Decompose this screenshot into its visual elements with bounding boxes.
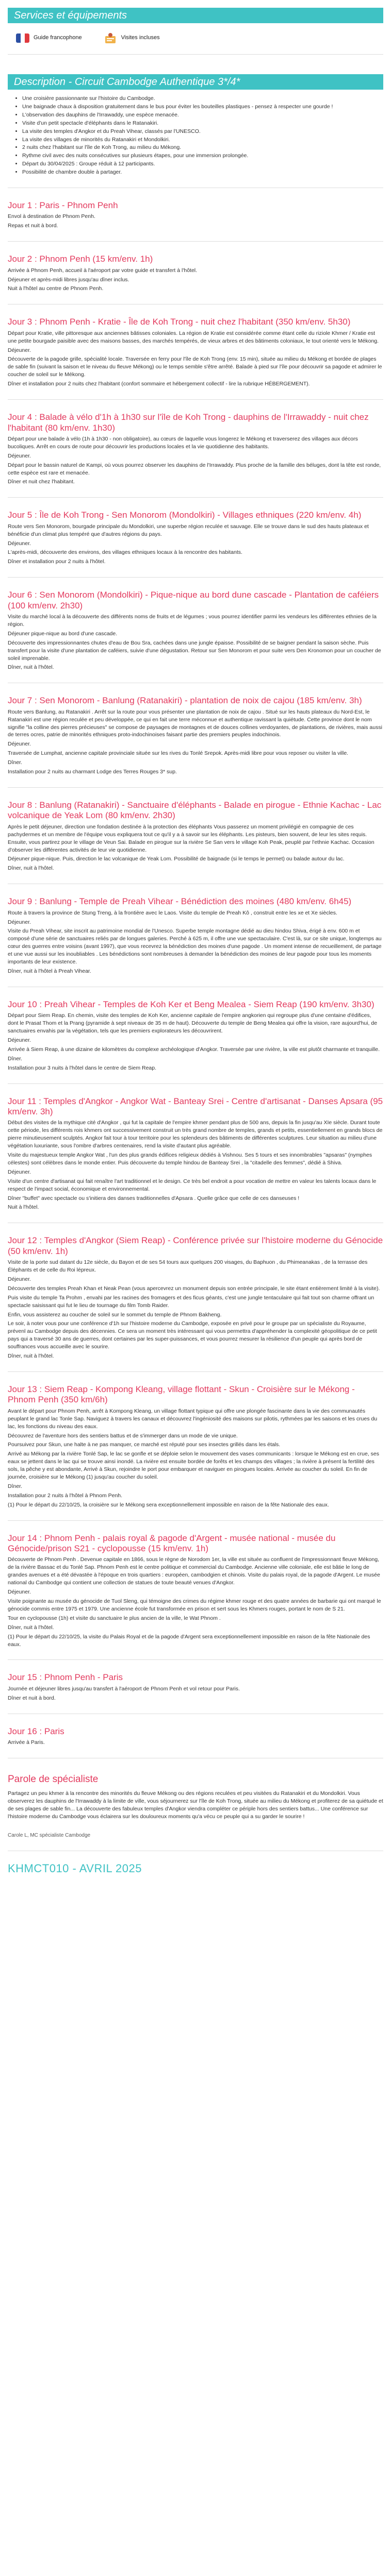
day-paragraph: Visite du majestueux temple Angkor Wat , l'un des plus grands édifices religieux dédiés à Vishnou. Ses 5 tours et ses innombrables "apsaras" (nymphes célestes) sont célèbres dans le monde entier. Puis découverte du temple hindou de Banteay Srei , la "citadelle des femmes", dédié à Shiva. [8,1152,372,1166]
day-block [8,317,383,388]
day-text [8,330,383,388]
divider [8,1371,383,1372]
day-paragraph: Départ pour Kratie, ville pittoresque aux anciennes bâtisses coloniales. La région de Kratie est considérée comme étant celle du riziole Khmer / Kratie est une petite bourgade paisible avec des maisons basses, des marchés tempérés, de vieux arbres et des bâtiments coloniaux, le tout orienté vers le Mékong. [8,330,379,344]
day-paragraph: Dîner. [8,759,23,766]
day-paragraph: Dîner. [8,1055,23,1062]
day-title: Jour 13 : Siem Reap - Kompong Kleang, village flottant - Skun - Croisière sur le Mékong - Phnom Penh (350 km/6h) [8,1384,355,1405]
day-title: Jour 15 : Phnom Penh - Paris [8,1672,123,1683]
day-paragraph: Départ pour le bassin naturel de Kampi, où vous pourrez observer les dauphins de l'Irrawaddy. Plus proche de la famille des béluges, dont la tête est ronde, cette espèce est rare et menacée. [8,462,381,476]
parole-text [8,1790,383,1821]
day-title: Jour 7 : Sen Monorom - Banlung (Ratanakiri) - plantation de noix de cajou (185 km/env. 3h) [8,696,362,706]
services-title: Services et équipements [8,8,383,23]
day-paragraph: Déjeuner. [8,1168,31,1175]
page [8,0,383,1887]
day-block [8,1533,383,1649]
footer-code: KHMCT010 - AVRIL 2025 [8,1861,142,1875]
day-paragraph: Déjeuner et après-midi libres jusqu'au dîner inclus. [8,276,129,283]
day-block [8,510,383,566]
services-list [8,23,383,55]
day-paragraph: Route à travers la province de Stung Treng, à la frontière avec le Laos. Visite du temple de Preah Kô , construit entre les xe et Xe siècles. [8,909,337,916]
bullet-item: • Possibilité de chambre double à partager. [22,168,383,176]
day-paragraph: L'après-midi, découverte des environs, des villages ethniques locaux à la rencontre des habitants. [8,549,242,556]
day-paragraph: Route vers Banlung, au Ratanakiri . Arrêt sur la route pour vous présenter une plantation de noix de cajou . Situé sur les hauts plateaux du Nord-Est, le Ratanakiri est une région reculée et peu développée, ce qui en fait une terre méconnue et authentique ravissant la quiétude. Cette province dont le nom signifie "la colline des pierres précieuses" se compose de paysages de montagnes et de douces collines verdoyantes, de plantations, de rivières, mais aussi de terres ocres, patrie de minorités ethniques proto-indochinoises faisant partie des premiers peuples indochinois. [8,708,382,738]
parole-signature: Carole L, MC spécialiste Cambodge [8,1832,91,1838]
day-text [8,267,383,293]
day-text [8,823,383,872]
day-paragraph: Déjeuner. [8,741,31,748]
day-paragraph: Arrivé au Mékong par la rivière Tonlé Sap, le lac se gonfle et se déploie selon le mouvement des vases communicants : lorsque le Mékong est en crue, ses eaux se jettent dans le lac qui se trouve ainsi inondé. La rivière est ensuite bordée de forêts et les champs des villages ; la rivière à présent la fertilité des sols, la pêche y est abondante, Arrivé à Skun, rejoindre le port pour embarquer et naviguer en pirogues locales. Arrivée au coucher du soleil. En fin de journée, croisière sur le Mékong (1) jusqu'au coucher du soleil. [8,1451,380,1481]
day-paragraph: Visite du marché local à la découverte des différents noms de fruits et de légumes ; vous pourrez identifier parmi les vendeurs les différentes ethnies de la région. [8,614,377,628]
day-paragraph: Dîner et installation pour 2 nuits à l'hôtel. [8,558,106,565]
service-label: Visites incluses [121,35,160,41]
day-paragraph: Dîner et installation pour 2 nuits chez l'habitant (confort sommaire et hébergement collectif - lire la rubrique HÉBERGEMENT). [8,381,310,387]
day-paragraph: Journée et déjeuner libres jusqu'au transfert à l'aéroport de Phnom Penh et vol retour pour Paris. [8,1685,240,1692]
divider [8,241,383,242]
day-paragraph: Installation pour 2 nuits à l'hôtel à Phnom Penh. [8,1492,123,1499]
day-paragraph: Visite poignante au musée du génocide de Tuol Sleng, qui témoigne des crimes du régime khmer rouge et des quatre années de barbarie qui ont marqué le génocide commis entre 1975 et 1979. Une ancienne école fut transformée en prison et sert sous les Khmers rouges, portant le nom de S 21. [8,1598,381,1612]
day-paragraph: Découverte de Phnom Penh . Devenue capitale en 1866, sous le règne de Norodom 1er, la ville est située au confluent de l'impressionnant fleuve Mékong, de la rivière Bassac et du Tonlé Sap. Phnom Penh est le centre politique et commercial du Cambodge. Ancienne ville coloniale, elle est bâtie le long de grandes avenues et a été dévastée à l'époque en trois quartiers : européen, cambodgien et chinois. Visite du palais royal, de la pagode d'Argent. Le musée national du Cambodge qui contient une collection de statues de toute beauté venues d'Angkor. [8,1556,380,1586]
day-paragraph: Repas et nuit à bord. [8,223,58,229]
day-paragraph: Départ pour Siem Reap. En chemin, visite des temples de Koh Ker, ancienne capitale de l'empire angkorien qui regroupe plus d'une centaine d'édifices, dont le Prasat Thom et la Prang (pyramide à sept niveaux de 35 m de haut). Découverte du temple de Beng Mealea qui offre la vision, rare aujourd'hui, de sanctuaires envahis par la végétation, tels que les premiers explorateurs les découvrirent. [8,1012,378,1035]
day-paragraph: (1) Pour le départ du 22/10/25, la visite du Palais Royal et de la pagode d'Argent sera exceptionnellement impossible en raison de la fête Nationale des eaux. [8,1633,370,1648]
parole-title: Parole de spécialiste [8,1773,99,1785]
day-block [8,412,383,486]
day-text [8,1012,383,1072]
service-guide [16,33,82,43]
divider [8,577,383,578]
day-block [8,999,383,1072]
bullet-item: • La visite des temples d'Angkor et du Preah Vihear, classés par l'UNESCO. [22,128,383,135]
day-paragraph: Tour en cyclopousse (1h) et visite du sanctuaire le plus ancien de la ville, le Wat Phnom . [8,1615,221,1621]
day-block [8,696,383,776]
day-paragraph: Enfin, vous assisterez au coucher de soleil sur le sommet du temple de Phnom Bakheng. [8,1311,222,1318]
day-paragraph: Déjeuner. [8,1276,31,1282]
day-title: Jour 1 : Paris - Phnom Penh [8,200,118,211]
day-title: Jour 5 : Île de Koh Trong - Sen Monorom (Mondolkiri) - Villages ethniques (220 km/env. 4h) [8,510,362,520]
divider [8,497,383,498]
day-text [8,909,383,975]
day-paragraph: Nuit à l'hôtel au centre de Phnom Penh. [8,285,104,292]
day-paragraph: Visite de la porte sud datant du 12e siècle, du Bayon et de ses 54 tours aux quelques 200 visages, du Baphuon , du Phimeanakas , de la terrasse des Éléphants et de celle du Roi lépreux. [8,1259,368,1274]
day-text [8,435,383,486]
day-text [8,1556,383,1648]
day-paragraph: Dîner, nuit à l'hôtel à Preah Vihear. [8,968,91,974]
divider [8,1659,383,1660]
day-block [8,1726,383,1747]
day-paragraph: Arrivée à Paris. [8,1739,45,1746]
day-paragraph: Départ pour une balade à vélo (1h à 1h30 - non obligatoire), au cœurs de laquelle vous longerez le Mékong et traverserez des villages aux décors bucoliques. Arrêt en cours de route pour découvrir les productions locales et la vie quotidienne des habitants. [8,435,358,450]
day-paragraph: Traversée de Lumphat, ancienne capitale provinciale située sur les rives du Tonlé Srepok. Après-midi libre pour vous reposer ou visiter la ville. [8,750,349,757]
day-paragraph: Visite d'un centre d'artisanat qui fait renaître l'art traditionnel et le design. Ce très bel endroit a pour vocation de mettre en valeur les talents locaux dans le respect de l'impact social, économique et environnemental. [8,1178,377,1192]
ticket-person-icon [104,31,117,45]
itinerary [8,188,383,1747]
day-title: Jour 6 : Sen Monorom (Mondolkiri) - Pique-nique au bord dune cascade - Plantation de caféiers (100 km/env. 2h30) [8,590,379,611]
day-paragraph: (1) Pour le départ du 22/10/25, la croisière sur le Mékong sera exceptionnellement impossible en raison de la fête Nationale des eaux. [8,1501,329,1508]
day-text [8,1685,383,1702]
day-paragraph: Découverte des impressionnantes chutes d'eau de Bou Sra, cachées dans une jungle épaisse. Possibilité de se baigner pendant la saison sèche. Puis transfert pour la visite d'une plantation de caféiers, suivie d'une dégustation. Retour sur Sen Monorom et pour suite vers Den Kronomon pour un coucher de soleil imprenable. [8,639,381,662]
bullet-item: • Une baignade chaux à disposition gratuitement dans le bus pour éviter les bouteilles plastiques - pensez à respecter une gourde ! [22,103,383,111]
flag-france-icon [16,33,29,43]
day-paragraph: Dîner. [8,1483,23,1489]
bullet-item: • L'observation des dauphins de l'Irrawaddy, une espèce menacée. [22,111,383,119]
day-paragraph: Dîner et nuit chez l'habitant. [8,479,75,485]
parole-paragraph: Partagez un peu khmer à la rencontre des minorités du fleuve Mékong ou des régions reculées et peu visitées du Ratanakiri et du Mondolkiri. Vous observerez les dauphins de l'Irrawaddy à la limite de ville, vous séjournerez sur l'île de Koh Trong, située au milieu du Mékong et profiterez de sa quiétude et de ses plages de sable fin... La découverte des fabuleux temples d'Angkor viendra compléter ce périple hors des sentiers battus... Une conférence sur l'histoire moderne du Cambodge vous éclairera sur les douloureux moments qu'a vécu ce peuple qui a su garder le sourire ! [8,1790,383,1820]
day-block [8,1235,383,1360]
day-paragraph: Visite du Preah Vihear, site inscrit au patrimoine mondial de l'Unesco. Superbe temple montagne dédié au dieu hindou Shiva, érigé à env. 600 m et composé d'une série de sanctuaires reliés par de longues galeries. Perché à 625 m, il offre une vue spectaculaire. C'est là, sur ce site unique, longtemps au cœur des guerres entre voisins (avant 1997), que vous recevrez la bénédiction des moines d'une pagode . Un moment intense de recueillement, de partage et une vue aussi sur les inoubliables . Les bénédictions sont nombreuses à demander la bénédiction des moines de leur pagode pour tous les moments importants de leur existence. [8,928,382,965]
day-text [8,1408,383,1509]
day-paragraph: Déjeuner pique-nique au bord d'une cascade. [8,630,118,637]
service-label: Guide francophone [34,35,82,41]
day-title: Jour 8 : Banlung (Ratanakiri) - Sanctuaire d'éléphants - Balade en pirogue - Ethnie Kachac - Lac volcanique de Yeak Lom (80 km/env. 2h30) [8,800,382,821]
day-paragraph: Dîner, nuit à l'hôtel. [8,1353,54,1360]
day-block [8,1672,383,1702]
bullet-item: • Rythme civil avec des nuits consécutives sur plusieurs étapes, pour une immersion prolongée. [22,152,383,160]
divider [8,787,383,788]
day-text [8,613,383,671]
day-block [8,590,383,671]
day-title: Jour 2 : Phnom Penh (15 km/env. 1h) [8,254,153,264]
day-paragraph: Nuit à l'hôtel. [8,1204,39,1211]
day-text [8,1739,383,1747]
description-bullets [8,95,383,176]
day-paragraph: Déjeuner. [8,919,31,925]
day-paragraph: Puis visite du temple Ta Prohm , envahi par les racines des fromagers et des ficus géants, c'est une jungle tentaculaire qui fait tout son charme offrant un spectacle saisissant qui fut le lieu de tournage du film Tomb Raider. [8,1294,374,1309]
day-paragraph: Arrivée à Siem Reap, à une dizaine de kilomètres du complexe archéologique d'Angkor. Traversée par une rivière, la ville est plutôt charmante et tranquille. [8,1046,380,1053]
day-paragraph: Découverte de la pagode grille, spécialité locale. Traversée en ferry pour l'île de Koh Trong (env. 15 min), située au milieu du Mékong et bordée de plages de sable fin (suivant la saison et le niveau du fleuve Mékong) ou le temps semble s'être arrêté. Balade à pied sur l'île pour découvrir sa pagode et admirer le coucher de soleil sur le Mékong. [8,356,382,378]
day-title: Jour 12 : Temples d'Angkor (Siem Reap) - Conférence privée sur l'histoire moderne du Génocide (50 km/env. 1h) [8,1235,383,1256]
day-paragraph: Déjeuner. [8,1589,31,1596]
day-paragraph: Arrivée à Phnom Penh, accueil à l'aéroport par votre guide et transfert à l'hôtel. [8,267,198,274]
day-paragraph: Poursuivez pour Skun, une halte à ne pas manquer, ce marché est réputé pour ses insectes grillés dans les étals. [8,1442,281,1448]
bullet-item: • Départ du 30/04/2025 : Groupe réduit à 12 participants. [22,160,383,168]
bullet-item: • Une croisière passionnante sur l'histoire du Cambodge. [22,95,383,103]
day-block [8,200,383,230]
day-paragraph: Découvrez de l'aventure hors des sentiers battus et de s'immerger dans un mode de vie unique. [8,1432,238,1439]
bullet-item: • La visite des villages de minorités du Ratanakiri et Mondolkiri. [22,136,383,144]
day-paragraph: Dîner, nuit à l'hôtel. [8,865,54,872]
day-paragraph: Installation pour 2 nuits au charmant Lodge des Terres Rouges 3* sup. [8,769,177,775]
day-paragraph: Début des visites de la mythique cité d'Angkor , qui fut la capitale de l'empire khmer pendant plus de 500 ans, depuis la fin jusqu'au XIe siècle. Durant toute cette période, les différents rois khmers ont successivement construit un très grand nombre de temples, grands et petits, essentiellement en grands blocs de pierre minutieusement sculptés. Angkor fait tour à tour territoire pour les splendeurs des bâtiments de différentes sculptures. Leur situation au milieu d'une végétation luxuriante, sous l'ombre d'arbres centenaires, rend la visite d'autant plus agréable. [8,1120,383,1149]
day-paragraph: Route vers Sen Monorom, bourgade principale du Mondolkiri, une superbe région reculée et sauvage. Elle se trouve dans le sud des hauts plateaux et bénéficie d'un climat plus tempéré que d'autres régions du pays. [8,523,369,537]
day-paragraph: Envol à destination de Phnom Penh. [8,213,95,220]
bullet-item: • Visite d'un petit spectacle d'éléphants dans le Ratanakiri. [22,120,383,127]
day-paragraph: Installation pour 3 nuits à l'hôtel dans le centre de Siem Reap. [8,1064,157,1071]
day-paragraph: Déjeuner. [8,347,31,353]
day-block [8,254,383,293]
day-paragraph: Déjeuner. [8,1037,31,1043]
day-paragraph: Déjeuner. [8,540,31,547]
day-block [8,896,383,975]
day-paragraph: Le soir, à noter vous pour une conférence d'1h sur l'histoire moderne du Cambodge, exposée en privé pour le groupe par un spécialiste du Royaume, prévenl au Cambodge depuis des décennies. Ce sera un moment très intéressant qui vous permettra d'appréhender la complexité géopolitique de ce petit pays qui a traversé 30 ans de guerres, dont certaines par les super-puissances, et vous pourrez mesurer la résilience d'un peuple qui après bord de souffrances vous accueille avec le sourire. [8,1320,377,1350]
day-title: Jour 10 : Preah Vihear - Temples de Koh Ker et Beng Mealea - Siem Reap (190 km/env. 3h30) [8,999,374,1009]
day-title: Jour 9 : Banlung - Temple de Preah Vihear - Bénédiction des moines (480 km/env. 6h45) [8,896,352,907]
day-paragraph: Déjeuner. [8,452,31,459]
day-title: Jour 16 : Paris [8,1726,64,1736]
service-visits [104,31,160,45]
day-paragraph: Dîner et nuit à bord. [8,1694,56,1701]
day-text [8,213,383,230]
day-block [8,1096,383,1212]
day-paragraph: Déjeuner pique-nique. Puis, direction le lac volcanique de Yeak Lom. Possibilité de baignade (si le temps le permet) ou balade autour du lac. [8,856,345,862]
day-text [8,1259,383,1360]
day-title: Jour 14 : Phnom Penh - palais royal & pagode d'Argent - musée national - musée du Génocide/prison S21 - cyclopousse (15 km/env. 1h) [8,1533,336,1554]
day-paragraph: Après le petit déjeuner, direction une fondation destinée à la protection des éléphants Vous passerez un moment privilégié en compagnie de ces pachydermes et un membre de l'équipe vous expliquera tout ce qu'il y a à savoir sur les éléphants. Les pisteurs, bien souvent, de leur les sites requis. Ensuite, vous partirez pour le village de Veun Sai. Balade en pirogue sur la rivière Se San vers le village Koh Peak, peuplé par l'ethnie Kachac. Occasion d'observer les différentes activités de leur vie quotidienne. [8,823,374,853]
day-text [8,1119,383,1211]
day-title: Jour 11 : Temples d'Angkor - Angkor Wat - Banteay Srei - Centre d'artisanat - Danses Apsara (95 km/env. 3h) [8,1096,383,1116]
day-paragraph: Dîner "buffet" avec spectacle ou s'initiera des danses traditionnelles d'Apsara . Quelle grâce que celle de ces danseuses ! [8,1195,300,1201]
day-paragraph: Dîner, nuit à l'hôtel. [8,1624,54,1631]
bullet-item: • 2 nuits chez l'habitant sur l'île de Koh Trong, au milieu du Mékong. [22,144,383,151]
divider [8,1520,383,1521]
day-text [8,708,383,776]
day-title: Jour 4 : Balade à vélo d'1h à 1h30 sur l'île de Koh Trong - dauphins de l'Irrawaddy - nuit chez l'habitant (80 km/env. 1h30) [8,412,369,433]
day-block [8,1384,383,1509]
day-title: Jour 3 : Phnom Penh - Kratie - Île de Koh Trong - nuit chez l'habitant (350 km/env. 5h30) [8,317,351,327]
day-paragraph: Dîner, nuit à l'hôtel. [8,664,54,671]
divider [8,399,383,400]
day-paragraph: Avant le départ pour Phnom Penh, arrêt à Kompong Kleang, un village flottant typique qui offre une plongée fascinante dans la vie des communautés peuplant le grand lac Tonle Sap. Naviguez à travers les canaux et découvrez l'ingéniosité des maisons sur pilotis, rythmées par les saisons et les crues du lac, les fonctions du niveau des eaux. [8,1408,378,1430]
day-block [8,800,383,872]
day-paragraph: Découverte des temples Preah Khan et Neak Pean (vous apercevrez un monument depuis son entrée principale, le site étant entièrement limité à la visite). [8,1285,380,1292]
day-text [8,523,383,566]
description-title: Description - Circuit Cambodge Authentique 3*/4* [8,74,383,90]
divider [8,1083,383,1084]
